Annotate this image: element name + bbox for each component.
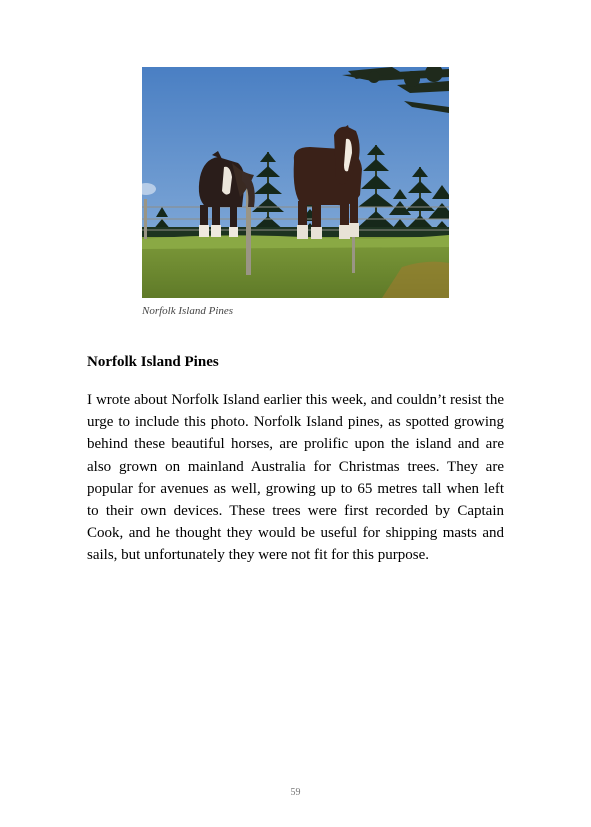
photo-caption: Norfolk Island Pines [142,305,234,317]
section-heading: Norfolk Island Pines [87,354,219,370]
horses-photo [142,67,449,298]
fence-post [144,199,147,239]
photo-illustration [142,67,449,298]
body-paragraph: I wrote about Norfolk Island earlier this week, and couldn’t resist the urge to include this photo. Norfolk Island pines, as spotted growing behind these beautiful horses, are prolific upon the island and are also grown on mainland Australia for Christmas trees. They are popular for avenues as well, growing up to 65 metres tall when left to their own devices. These trees were first recorded by Captain Cook, and he thought they would be useful for shipping masts and sails, but unfortunately they were not fit for this purpose. [87,392,504,564]
page-number: 59 [290,787,301,798]
